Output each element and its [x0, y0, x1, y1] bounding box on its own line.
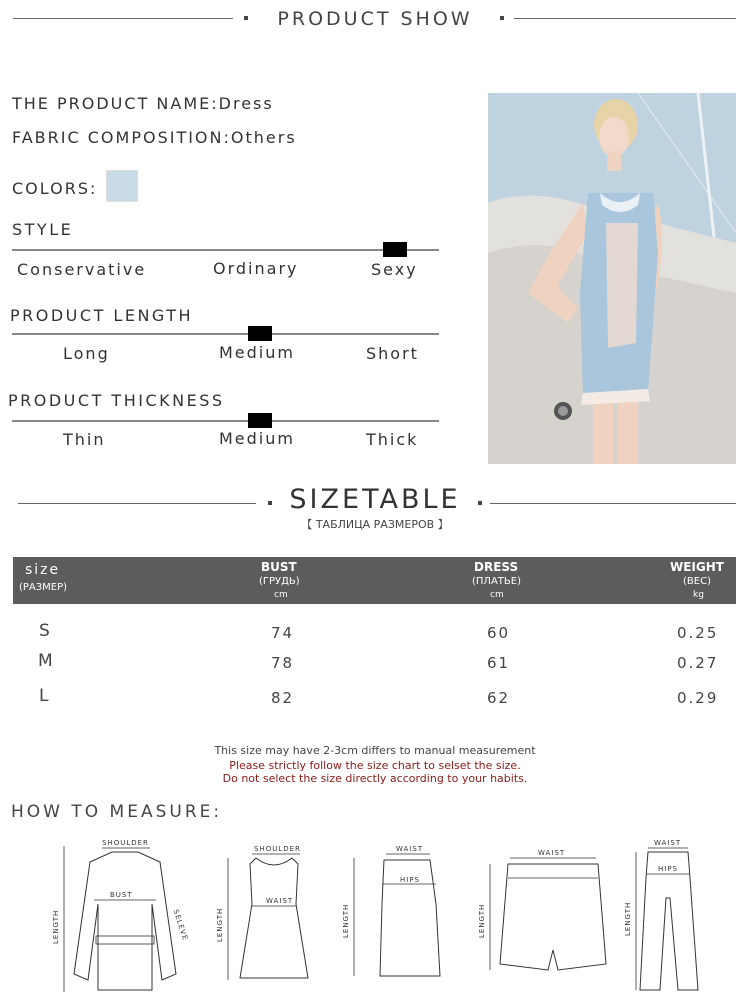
- length-title: PRODUCT LENGTH: [10, 306, 194, 325]
- style-option-sexy: Sexy: [371, 260, 418, 279]
- col-weight-unit: kg: [693, 590, 704, 600]
- label-waist-3: WAIST: [396, 845, 424, 853]
- header-line-right: [514, 18, 736, 19]
- col-dress-unit: cm: [490, 590, 504, 600]
- label-length-3: LENGTH: [342, 903, 350, 938]
- length-option-long: Long: [63, 344, 110, 363]
- label-shoulder: SHOULDER: [102, 839, 149, 847]
- color-swatch[interactable]: [106, 170, 138, 202]
- product-name-value: Dress: [218, 94, 274, 113]
- thickness-option-medium: Medium: [219, 429, 295, 448]
- label-length-5: LENGTH: [624, 901, 632, 936]
- skirt-measure-figure: [340, 844, 450, 994]
- size-table-header: [13, 557, 736, 604]
- note-follow-chart: Please strictly follow the size chart to selset the size.: [229, 759, 521, 772]
- col-size-main: size: [25, 562, 61, 578]
- label-length-4: LENGTH: [478, 903, 486, 938]
- length-option-medium: Medium: [219, 343, 295, 362]
- sizetable-line-right: [490, 503, 736, 504]
- label-waist-4: WAIST: [538, 849, 566, 857]
- row-m-size: M: [38, 651, 55, 671]
- col-weight-main: WEIGHT: [670, 560, 724, 574]
- model-illustration: [488, 93, 736, 464]
- label-length-2: LENGTH: [216, 907, 224, 942]
- col-size-sub: (РАЗМЕР): [19, 582, 68, 593]
- jacket-measure-figure: [48, 834, 198, 1000]
- style-marker: [383, 242, 407, 257]
- sizetable-dot-right: [478, 501, 482, 505]
- row-m-bust: 78: [271, 654, 295, 672]
- sizetable-subtitle: 【 ТАБЛИЦА РАЗМЕРОВ 】: [301, 518, 449, 531]
- fabric-label: FABRIC COMPOSITION:: [12, 128, 231, 147]
- thickness-marker: [248, 413, 272, 428]
- col-bust-main: BUST: [261, 560, 297, 574]
- thickness-option-thin: Thin: [63, 430, 106, 449]
- row-l-size: L: [39, 686, 51, 706]
- row-l-dress: 62: [487, 689, 511, 707]
- style-title: STYLE: [12, 220, 74, 239]
- style-option-conservative: Conservative: [17, 260, 147, 279]
- label-waist-2: WAIST: [266, 897, 294, 905]
- style-scale-line: [12, 249, 439, 251]
- pants-measure-figure: [624, 838, 700, 998]
- label-waist-5: WAIST: [654, 839, 682, 847]
- thickness-option-thick: Thick: [366, 430, 419, 449]
- dress-measure-figure: [212, 840, 312, 990]
- row-s-bust: 74: [271, 624, 295, 642]
- label-length-1: LENGTH: [52, 909, 60, 944]
- header-title: PRODUCT SHOW: [277, 8, 473, 30]
- col-bust-unit: cm: [274, 590, 288, 600]
- product-name-label: THE PRODUCT NAME:: [12, 94, 219, 113]
- row-l-bust: 82: [271, 689, 295, 707]
- style-option-ordinary: Ordinary: [213, 259, 299, 278]
- row-s-weight: 0.25: [677, 624, 719, 642]
- fabric-value: Others: [230, 128, 297, 147]
- product-name-row: [12, 94, 274, 113]
- sizetable-title: SIZETABLE: [289, 484, 461, 515]
- row-s-size: S: [39, 621, 52, 641]
- length-scale-line: [12, 333, 439, 335]
- length-marker: [248, 326, 272, 341]
- label-selleve: SELEVE: [171, 908, 190, 942]
- label-hips-5: HIPS: [658, 865, 678, 873]
- col-bust-sub: (ГРУДЬ): [259, 576, 300, 587]
- col-dress-sub: (ПЛАТЬЕ): [472, 576, 521, 587]
- col-dress-main: DRESS: [474, 560, 519, 574]
- label-hips-3: HIPS: [400, 876, 420, 884]
- row-m-weight: 0.27: [677, 654, 719, 672]
- note-habits: Do not select the size directly according to your habits.: [222, 772, 528, 785]
- fabric-row: [12, 128, 297, 147]
- label-bust: BUST: [110, 891, 133, 899]
- length-option-short: Short: [366, 344, 419, 363]
- row-m-dress: 61: [487, 654, 511, 672]
- label-shoulder-2: SHOULDER: [254, 845, 301, 853]
- how-to-measure-title: HOW TO MEASURE:: [11, 802, 223, 822]
- shorts-measure-figure: [476, 846, 622, 974]
- thickness-scale-line: [12, 420, 439, 422]
- thickness-title: PRODUCT THICKNESS: [8, 391, 225, 410]
- product-photo: [488, 93, 736, 464]
- row-s-dress: 60: [487, 624, 511, 642]
- colors-label: COLORS:: [12, 179, 98, 198]
- header-dot-right: [500, 16, 504, 20]
- note-measurement: This size may have 2-3cm differs to manual measurement: [214, 744, 536, 757]
- col-weight-sub: (ВЕС): [683, 576, 711, 587]
- row-l-weight: 0.29: [677, 689, 719, 707]
